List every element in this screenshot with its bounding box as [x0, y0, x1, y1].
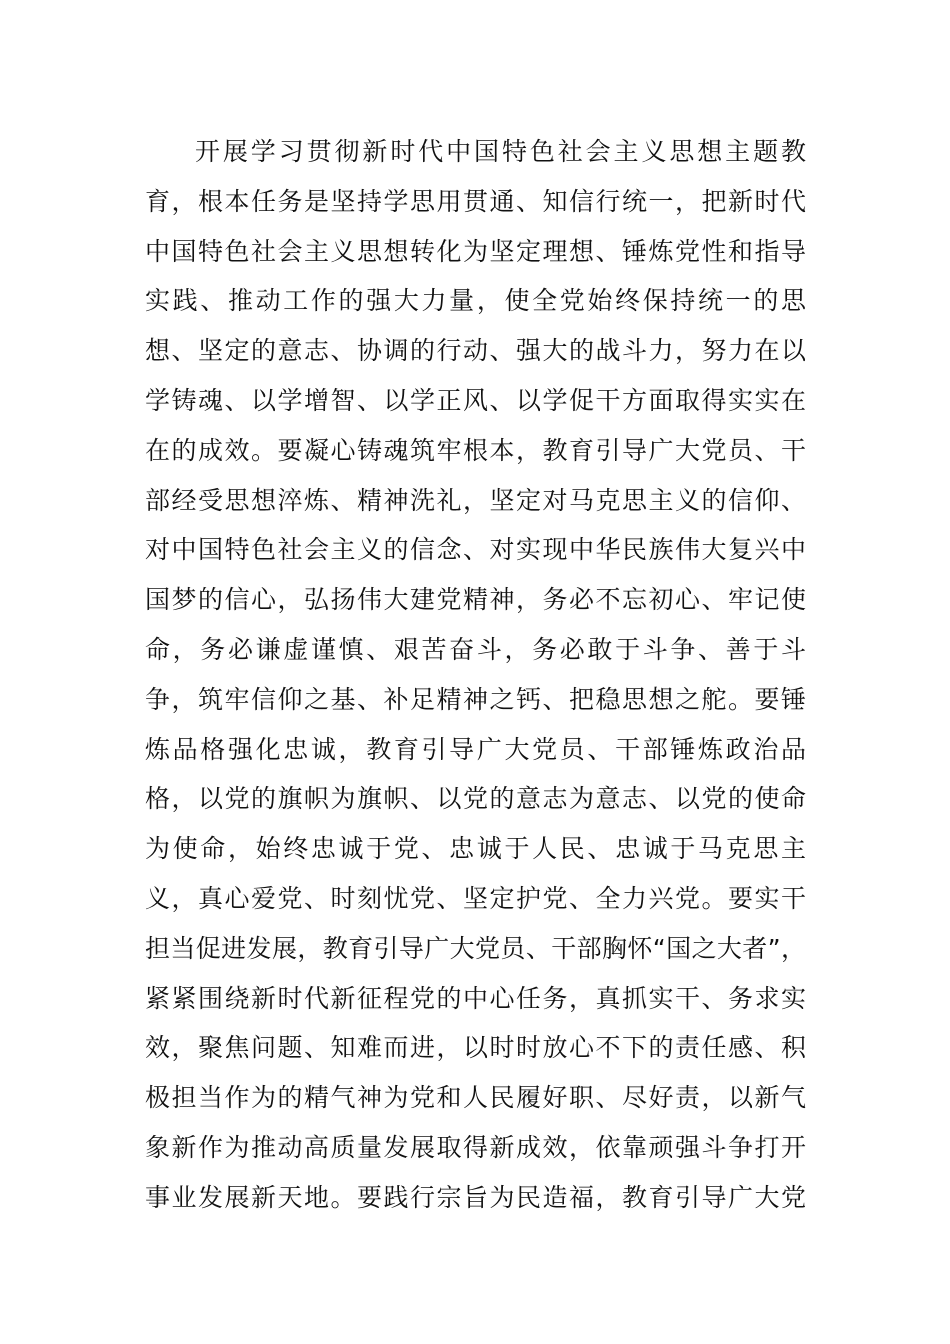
paragraph-line: 中国特色社会主义思想转化为坚定理想、锤炼党性和指导 [145, 236, 806, 266]
paragraph-line: 效，聚焦问题、知难而进，以时时放心不下的责任感、积 [145, 1033, 806, 1063]
paragraph-line: 开展学习贯彻新时代中国特色社会主义思想主题教 [195, 137, 806, 166]
paragraph-line: 在的成效。要凝心铸魂筑牢根本，教育引导广大党员、干 [145, 435, 806, 465]
paragraph-line: 为使命，始终忠诚于党、忠诚于人民、忠诚于马克思主 [145, 834, 806, 864]
paragraph-line: 事业发展新天地。要践行宗旨为民造福，教育引导广大党 [145, 1182, 806, 1212]
paragraph-line: 国梦的信心，弘扬伟大建党精神，务必不忘初心、牢记使 [145, 585, 806, 615]
paragraph-line: 格，以党的旗帜为旗帜、以党的意志为意志、以党的使命 [145, 784, 806, 814]
paragraph-line: 命，务必谦虚谨慎、艰苦奋斗，务必敢于斗争、善于斗 [145, 634, 806, 664]
paragraph-line: 炼品格强化忠诚，教育引导广大党员、干部锤炼政治品 [145, 734, 806, 764]
paragraph-line: 义，真心爱党、时刻忧党、坚定护党、全力兴党。要实干 [145, 883, 806, 913]
document-body [145, 127, 806, 1223]
paragraph-line: 学铸魂、以学增智、以学正风、以学促干方面取得实实在 [145, 385, 806, 415]
paragraph-line: 紧紧围绕新时代新征程党的中心任务，真抓实干、务求实 [145, 983, 806, 1013]
paragraph-line: 极担当作为的精气神为党和人民履好职、尽好责，以新气 [145, 1083, 806, 1113]
paragraph-line: 实践、推动工作的强大力量，使全党始终保持统一的思 [145, 286, 806, 316]
paragraph-line: 对中国特色社会主义的信念、对实现中华民族伟大复兴中 [145, 535, 806, 565]
paragraph-line: 育，根本任务是坚持学思用贯通、知信行统一，把新时代 [145, 186, 806, 216]
paragraph-line: 部经受思想淬炼、精神洗礼，坚定对马克思主义的信仰、 [145, 485, 806, 515]
paragraph-line: 担当促进发展，教育引导广大党员、干部胸怀“国之大者”， [145, 933, 806, 963]
paragraph-line: 争，筑牢信仰之基、补足精神之钙、把稳思想之舵。要锤 [145, 684, 806, 714]
paragraph-line: 象新作为推动高质量发展取得新成效，依靠顽强斗争打开 [145, 1132, 806, 1162]
paragraph-line: 想、坚定的意志、协调的行动、强大的战斗力，努力在以 [145, 336, 806, 366]
